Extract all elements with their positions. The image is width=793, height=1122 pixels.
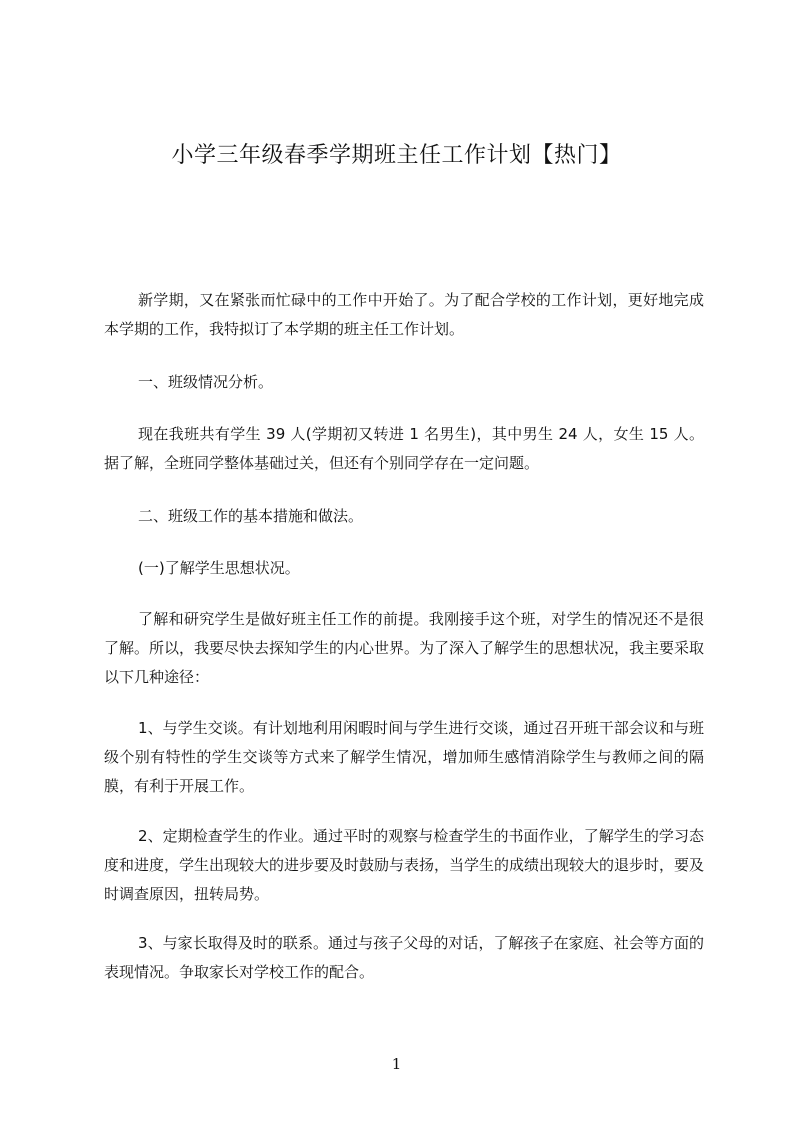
document-title: 小学三年级春季学期班主任工作计划【热门】 [171, 143, 622, 168]
paragraph-understanding-students: 了解和研究学生是做好班主任工作的前提。我刚接手这个班，对学生的情况还不是很了解。所以，我要尽快去探知学生的内心世界。为了深入了解学生的思想状况，我主要采取以下几种途径： [104, 610, 705, 686]
list-item-talk-with-students: 1、与学生交谈。有计划地利用闲暇时间与学生进行交谈，通过召开班干部会议和与班级个别有特性的学生交谈等方式来了解学生情况，增加师生感情消除学生与教师之间的隔膜，有利于开展工作。 [104, 719, 704, 795]
paragraph-class-stats: 现在我班共有学生 39 人(学期初又转进 1 名男生)，其中男生 24 人，女生 15 人。据了解，全班同学整体基础过关，但还有个别同学存在一定问题。 [104, 425, 704, 472]
list-item-contact-parents: 3、与家长取得及时的联系。通过与孩子父母的对话，了解孩子在家庭、社会等方面的表现情况。争取家长对学校工作的配合。 [104, 934, 704, 981]
list-item-check-homework: 2、定期检查学生的作业。通过平时的观察与检查学生的书面作业，了解学生的学习态度和进度，学生出现较大的进步要及时鼓励与表扬，当学生的成绩出现较大的退步时，要及时调查原因，扭转局势。 [104, 827, 705, 903]
section-heading-class-analysis: 一、班级情况分析。 [138, 373, 274, 391]
subsection-heading-student-thoughts: (一)了解学生思想状况。 [138, 559, 300, 577]
paragraph-intro: 新学期，又在紧张而忙碌中的工作中开始了。为了配合学校的工作计划，更好地完成本学期的工作，我特拟订了本学期的班主任工作计划。 [104, 291, 704, 338]
section-heading-measures: 二、班级工作的基本措施和做法。 [138, 507, 364, 525]
page-number: 1 [391, 1055, 402, 1073]
